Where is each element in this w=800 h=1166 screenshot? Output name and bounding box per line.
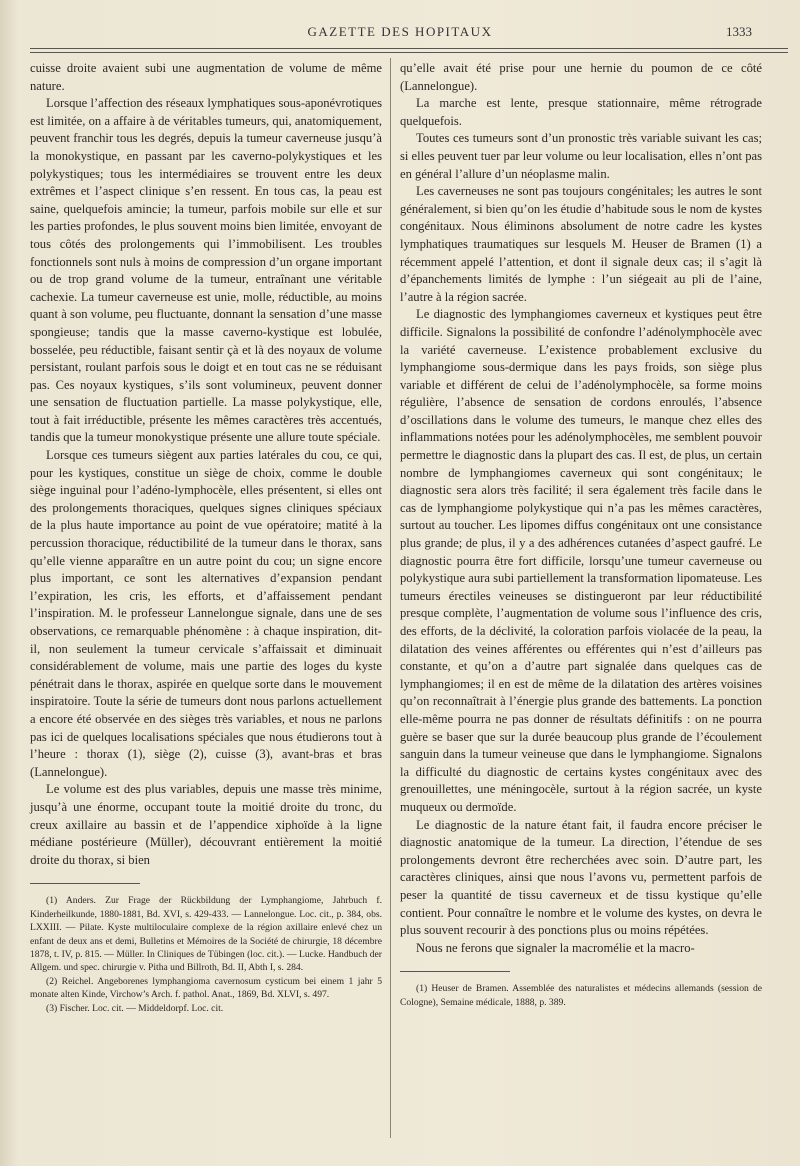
header-rule-double	[30, 52, 788, 53]
footnote-rule	[30, 883, 140, 884]
paragraph: qu’elle avait été prise pour une hernie du poumon de ce côté (Lannelongue).	[400, 61, 762, 93]
paragraph: Le diagnostic des lymphangiomes caverneux et kystiques peut être difficile. Signalons la possibilité de confondre l’adénolymphocèle avec la variété caverneuse. L’existence probablement exclusive du lymphangiome sous-dermique dans les pays froids, son siège plus variable et différent de celui de l’adénolymphocèle, sa forme moins régulière, l’absence de sensation de cordons enroulés, l’absence d’oscillations dans le volume des tumeurs, le manque chez elles des inflammations notées pour les adénolymphocèles, me semblent pouvoir permettre le diagnostic dans la plupart des cas. Il est, de plus, un certain nombre de lymphangiomes caverneux qui sont congénitaux; le diagnostic sera alors très facilité; il sera également très facile dans le cas de lymphangiome polykystique qui n’a pas les mêmes caractères, surtout au toucher. Les lipomes diffus congénitaux ont une consistance plus grande; de plus, il y a des adhérences cutanées d’aspect gaufré. Le diagnostic pourra être fort difficile, lorsqu’une tumeur caverneuse ou polykystique aura subi partiellement la transformation lipomateuse. Les tumeurs érectiles veineuses se distingueront par leur réductibilité presque complète, l’augmentation de volume sous l’influence des cris, des efforts, de la déclivité, la coloration parfois violacée de la peau, la dilatation des veines afférentes ou efférentes qui n’est d’ailleurs pas constante, et qu’on a d’autre part signalée dans quelques cas de lymphangiomes; il en est de même de la dilatation des artères voisines qu’on reconnaîtrait à l’énergie plus grande des battements. La ponction elle-même pourra ne pas donner de résultats définitifs : on ne pourra guère se baser que sur la durée beaucoup plus grande de l’écoulement sanguin dans la tumeur veineuse que dans le lymphangiome. Signalons la difficulté du diagnostic de certains kystes congénitaux avec des grenouillettes, une méningocèle, surtout à la région sacrée, un kyste muqueux ou dermoïde.	[400, 307, 762, 814]
page-number: 1333	[726, 24, 752, 39]
paragraph: Nous ne ferons que signaler la macromélie et la macro-	[416, 940, 695, 955]
left-column	[30, 60, 382, 1015]
header-rule	[30, 48, 788, 49]
footnote-rule	[400, 971, 510, 972]
journal-title: GAZETTE DES HOPITAUX	[307, 24, 493, 39]
column-divider	[390, 58, 391, 1138]
paragraph: Les caverneuses ne sont pas toujours congénitales; les autres le sont généralement, si bien qu’on les étudie d’habitude sous le nom de kystes congénitaux. Nous éliminons absolument de notre cadre les kystes lymphatiques traumatiques sur lesquels M. Heuser de Bramen (1) a récemment appelé l’attention, et dont il signale deux cas; il s’agit là d’épanchements limités de lymphe : l’un siégeait au pli de l’aine, l’autre à la région sacrée.	[400, 184, 762, 304]
footnote: (1) Heuser de Bramen. Assemblée des naturalistes et médecins allemands (session de Cologne), Semaine médicale, 1888, p. 389.	[400, 983, 762, 1008]
right-column	[400, 60, 762, 1009]
footnote: (1) Anders. Zur Frage der Rückbildung der Lymphangiome, Jahrbuch f. Kinderheilkunde, 1880-1881, Bd. XVI, s. 429-433. — Lannelongue. Loc. cit., p. 384, obs. LXXIII. — Pilate. Kyste multiloculaire complexe de la région axillaire enlevé chez un enfant de deux ans et demi, Bulletins et Mémoires de la Société de chirurgie, 18 décembre 1878, t. IV, p. 815. — Müller. In Cliniques de Tübingen (loc. cit.). — Lucke. Handbuch der Allgem. und spec. chirurgie v. Pitha und Billroth, Bd. II, Abth I, s. 284.	[30, 895, 382, 974]
footnote: (3) Fischer. Loc. cit. — Middeldorpf. Loc. cit.	[46, 1002, 224, 1014]
paragraph: cuisse droite avaient subi une augmentation de volume de même nature.	[30, 61, 382, 93]
paragraph: Lorsque l’affection des réseaux lymphatiques sous-aponévrotiques est limitée, on a affaire à de véritables tumeurs, qui, anatomiquement, peuvent franchir tous les degrés, depuis la tumeur caverneuse jusqu’à la monokystique, en passant par les caverno-polykystiques et les polykystiques; tous les intermédiaires se trouvent entre les deux extrêmes et l’aspect clinique s’en ressent. En tous cas, la peau est saine, quelquefois amincie; la tumeur, parfois mobile sur elle et sur les parties profondes, le plus souvent moins bien limitée, envoyant de tous côtés des prolongements qui l’immobilisent. Les troubles fonctionnels sont nuls à moins de compression d’un organe important ou de trop grand volume de la tumeur, entraînant une véritable cachexie. La tumeur caverneuse est unie, molle, réductible, au moins quant à son volume, peu fluctuante, donnant la sensation d’une masse spongieuse; tandis que la masse caverno-kystique est lobulée, bosselée, peu réductible, faisant sentir çà et là des noyaux de volume persistant, roulant parfois sous le doigt et en tout cas ne se réduisant pas. Ces noyaux kystiques, s’ils sont volumineux, peuvent donner une sensation de fluctuation partielle. La masse polykystique, elle, tout à fait irréductible, présente les mêmes caractères très accentués, tandis que la tumeur monokystique présente une allure toute spéciale.	[30, 96, 382, 445]
paragraph: Toutes ces tumeurs sont d’un pronostic très variable suivant les cas; si elles peuvent tuer par leur volume ou leur localisation, elles n’ont pas en général l’allure d’un néoplasme malin.	[400, 131, 762, 181]
paragraph: Le volume est des plus variables, depuis une masse très minime, jusqu’à une énorme, occupant toute la moitié droite du tronc, du creux axillaire au bassin et de l’appendice xiphoïde à la ligne médiane postérieure (Müller), découvrant entièrement la moitié droite du thorax, si bien	[30, 782, 382, 867]
paragraph: Lorsque ces tumeurs siègent aux parties latérales du cou, ce qui, pour les kystiques, constitue un siège de choix, comme le double siège inguinal pour l’adéno-lymphocèle, elles présentent, si elles ont des prolongements thoraciques, quelques signes cliniques spéciaux de la plus haute importance au point de vue opératoire; matité à la percussion thoracique, réductibilité de la tumeur dans le thorax, sans qu’elle vienne apparaître en un autre point du cou; un signe encore plus important, ce sont les alternatives d’expansion pendant l’expiration, les cris, les efforts, et d’affaissement pendant l’inspiration. M. le professeur Lannelongue signale, dans une de ses observations, ce remarquable phénomène : à chaque inspiration, dit-il, non seulement la tumeur cervicale s’affaissait et diminuait considérablement de volume, mais une partie des loges du kyste pénétrait dans le thorax, aspirée en quelque sorte dans le mouvement inspiratoire. Toute la série de tumeurs dont nous parlons actuellement a encore été observée en des sièges très variables, et nous ne parlons pas ici de quelques localisations spéciales que nous étudierons tout à l’heure : thorax (1), siège (2), cuisse (3), avant-bras et bras (Lannelongue).	[30, 448, 382, 779]
footnote: (2) Reichel. Angeborenes lymphangioma cavernosum cysticum bei einem 1 jahr 5 monate alten Kinde, Virchow’s Arch. f. pathol. Anat., 1869, Bd. XLVI, s. 497.	[30, 975, 382, 1001]
running-header	[30, 22, 770, 42]
paragraph: La marche est lente, presque stationnaire, même rétrograde quelquefois.	[400, 96, 762, 128]
paragraph: Le diagnostic de la nature étant fait, il faudra encore préciser le diagnostic anatomique de la tumeur. La direction, l’étendue de ses prolongements devront être recherchées avec soin. D’autre part, les caractères cliniques, ainsi que nous l’avons vu, permettent parfois de peser la quantité de tissu caverneux et de tissu kystique qu’elle contient. Pour connaître le nombre et le volume des kystes, on devra le plus souvent recourir à des ponctions plus ou moins répétées.	[400, 817, 762, 938]
